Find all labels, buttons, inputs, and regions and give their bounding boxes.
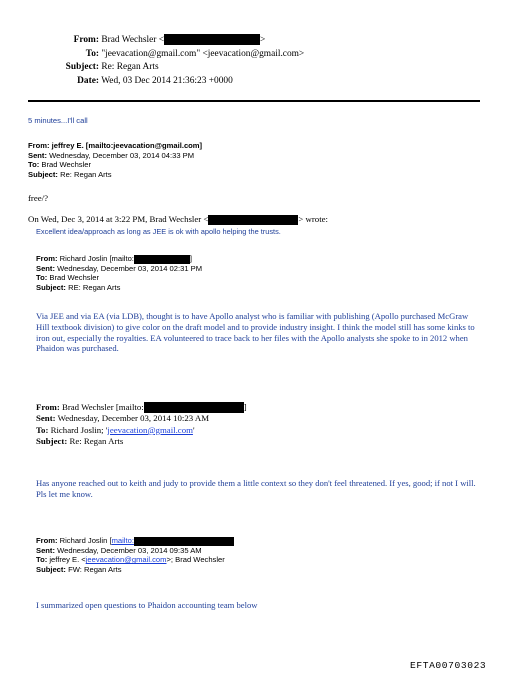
msg4-subject-value: RE: Regan Arts <box>68 282 121 292</box>
header-to-label: To: <box>85 48 99 59</box>
msg2-to-row <box>28 160 202 170</box>
header-from-label: From: <box>73 35 99 45</box>
msg2-sent-value: Wednesday, December 03, 2014 04:33 PM <box>49 150 195 160</box>
msg3-body: Excellent idea/approach as long as JEE is ok with apollo helping the trusts. <box>36 227 281 236</box>
msg4-sent-value: Wednesday, December 03, 2014 02:31 PM <box>57 263 203 273</box>
msg2-to-label: To: <box>28 160 40 170</box>
msg3-wrote-prefix: On Wed, Dec 3, 2014 at 3:22 PM, Brad Wechsler < <box>28 214 209 224</box>
msg2-to-value: Brad Wechsler <box>41 160 92 170</box>
header-subject-value: Re: Regan Arts <box>101 62 159 73</box>
msg5-from-tail: ] <box>243 402 247 412</box>
header-divider <box>28 100 480 102</box>
msg5-to-label: To: <box>36 424 49 435</box>
msg6-from-row <box>36 536 234 546</box>
msg2-from-line <box>28 141 202 151</box>
msg6-to-email-link[interactable]: jeevacation@gmail.com <box>85 555 167 565</box>
header-from-value: Brad Wechsler < <box>101 35 165 45</box>
msg6-subject-value: FW: Regan Arts <box>68 564 122 574</box>
msg3-wrote-suffix: > wrote: <box>298 214 328 224</box>
msg2-subject-label: Subject: <box>28 169 58 179</box>
msg2-from-text: From: jeffrey E. [mailto:jeevacation@gmail.com] <box>28 141 203 150</box>
header-date-label: Date: <box>77 75 99 86</box>
msg2-sent-row <box>28 151 202 161</box>
msg4-to-value: Brad Wechsler <box>49 273 100 283</box>
msg6-to-row <box>36 555 234 565</box>
msg4-from-label: From: <box>36 254 58 263</box>
msg5-to-prefix: Richard Joslin; ' <box>50 424 108 435</box>
msg6-mailto-link[interactable]: mailto: <box>111 536 134 545</box>
msg6-subject-label: Subject: <box>36 564 66 574</box>
msg4-sent-row <box>36 264 202 274</box>
msg4-sent-label: Sent: <box>36 263 55 273</box>
msg5-sent-value: Wednesday, December 03, 2014 10:23 AM <box>57 413 210 424</box>
msg4-header <box>36 254 202 292</box>
msg6-header <box>36 536 234 574</box>
msg4-subject-row <box>36 283 202 293</box>
msg6-sent-row <box>36 546 234 556</box>
msg3-wrote-line <box>28 214 328 225</box>
msg2-sent-label: Sent: <box>28 150 47 160</box>
msg5-header <box>36 402 247 448</box>
msg5-from-row <box>36 402 247 413</box>
msg6-to-suffix: >; Brad Wechsler <box>166 555 225 565</box>
msg5-subject-label: Subject: <box>36 436 68 447</box>
msg5-subject-row <box>36 436 247 447</box>
bates-number: EFTA00703023 <box>410 660 487 671</box>
msg2-body: free/? <box>28 193 49 203</box>
msg4-subject-label: Subject: <box>36 282 66 292</box>
redaction-box <box>134 537 234 546</box>
msg5-sent-label: Sent: <box>36 413 56 424</box>
msg6-subject-row <box>36 565 234 575</box>
msg6-from-value: Richard Joslin [ <box>59 536 112 545</box>
msg6-sent-value: Wednesday, December 03, 2014 09:35 AM <box>57 545 202 555</box>
redaction-box <box>144 402 244 413</box>
msg6-body: I summarized open questions to Phaidon accounting team below <box>36 600 258 610</box>
redaction-box <box>208 215 298 225</box>
msg2-subject-value: Re: Regan Arts <box>60 169 112 179</box>
msg5-from-label: From: <box>36 402 60 412</box>
msg4-from-row <box>36 254 202 264</box>
email-header <box>30 34 304 88</box>
msg2-header <box>28 141 202 179</box>
msg2-subject-row <box>28 170 202 180</box>
msg5-from-value: Brad Wechsler [mailto: <box>61 402 144 412</box>
msg4-to-label: To: <box>36 273 48 283</box>
header-date-row <box>30 75 304 89</box>
msg4-to-row <box>36 273 202 283</box>
header-from-tail: > <box>260 35 266 45</box>
header-subject-label: Subject: <box>65 62 99 73</box>
msg4-body: Via JEE and via EA (via LDB), thought is to have Apollo analyst who is familiar with publishing (Apollo purchased McGraw Hill textbook division) to give color on the draft model and to provide industry insight. I think the model still has some kinks to iron out, especially the royalties. EA volunteered to trace back to her files with the Apollo analysts she spoke to in 2012 when Phaidon was purchased. <box>36 311 475 354</box>
header-subject-row <box>30 61 304 75</box>
msg5-to-row <box>36 425 247 436</box>
redaction-box <box>134 254 193 264</box>
msg5-to-suffix: ' <box>192 424 195 435</box>
msg5-sent-row <box>36 413 247 424</box>
msg1-body: 5 minutes...I'll call <box>28 116 88 125</box>
msg5-to-email-link[interactable]: jeevacation@gmail.com <box>107 424 193 435</box>
redaction-box <box>164 34 260 45</box>
msg5-subject-value: Re: Regan Arts <box>69 436 124 447</box>
header-from-row <box>30 34 304 48</box>
msg5-body: Has anyone reached out to keith and judy to provide them a little context so they don't feel threatened. If yes, good; if not I will. Pls let me know. <box>36 478 476 499</box>
msg6-from-label: From: <box>36 536 58 545</box>
msg6-sent-label: Sent: <box>36 545 55 555</box>
header-to-value: "jeevacation@gmail.com" <jeevacation@gmail.com> <box>101 48 305 59</box>
msg6-to-label: To: <box>36 555 48 565</box>
header-to-row <box>30 48 304 62</box>
msg4-from-tail: ] <box>189 254 193 263</box>
msg4-from-value: Richard Joslin [mailto: <box>59 254 134 263</box>
header-date-value: Wed, 03 Dec 2014 21:36:23 +0000 <box>101 75 233 86</box>
msg6-to-prefix: jeffrey E. < <box>49 555 86 565</box>
